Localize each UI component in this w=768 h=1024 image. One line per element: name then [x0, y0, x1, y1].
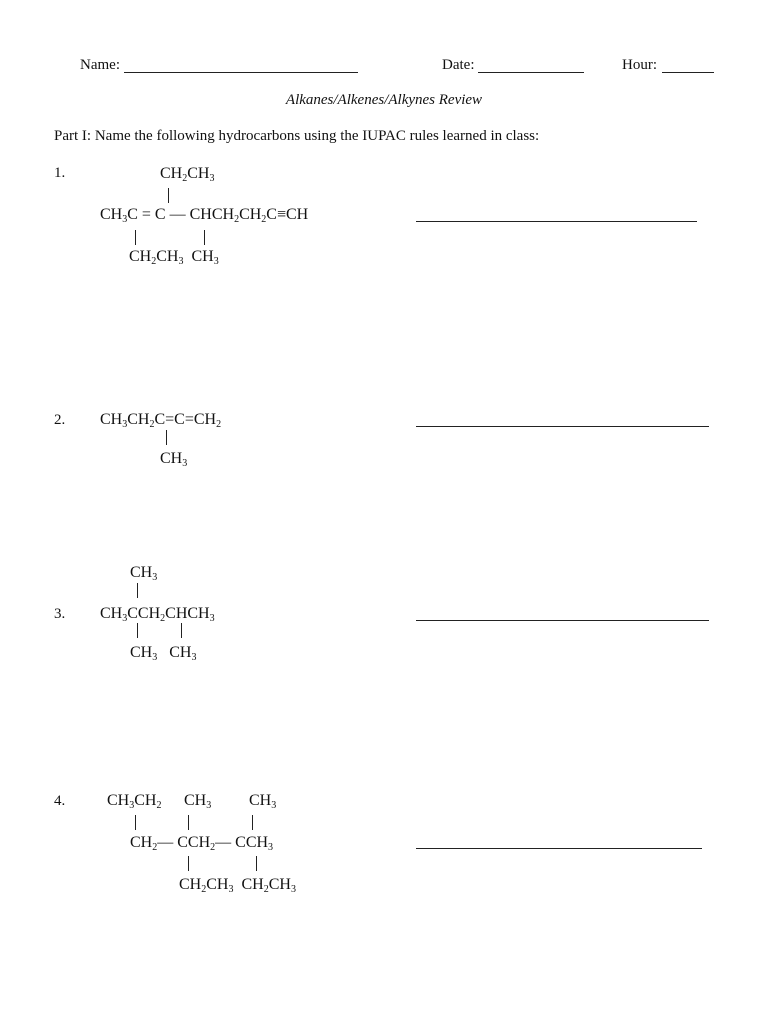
hour-blank[interactable] — [662, 72, 714, 73]
structure-3-bond — [137, 623, 138, 638]
question-number-1: 1. — [54, 165, 66, 181]
structure-4-top-group: $CH_3$ — [249, 792, 277, 811]
question-number-2: 2. — [54, 412, 66, 428]
structure-4-bond — [256, 856, 257, 871]
instructions: Part I: Name the following hydrocarbons using the IUPAC rules learned in class: — [54, 128, 540, 144]
structure-3-top-group: $CH_3$ — [130, 564, 158, 583]
question-number-4: 4. — [54, 793, 66, 809]
answer-blank-2[interactable] — [416, 426, 709, 427]
structure-3-bond — [181, 623, 182, 638]
structure-4-bond — [252, 815, 253, 830]
structure-3-bond — [137, 583, 138, 598]
answer-blank-1[interactable] — [416, 221, 697, 222]
structure-2-bottom-group: $CH_3$ — [160, 450, 188, 469]
page-title: Alkanes/Alkenes/Alkynes Review — [285, 92, 483, 108]
structure-4-bond — [188, 815, 189, 830]
date-label: Date: — [442, 57, 475, 73]
structure-1-bond — [204, 230, 205, 245]
structure-2-main-chain: $CH_3CH_2C=C=CH_2$ — [100, 411, 222, 430]
structure-4-bottom-groups: $CH_2CH_3$ $CH_2CH_3$ — [179, 876, 296, 895]
name-blank[interactable] — [124, 72, 358, 73]
structure-1-bond — [168, 188, 169, 203]
date-blank[interactable] — [478, 72, 584, 73]
answer-blank-3[interactable] — [416, 620, 709, 621]
structure-1-bond — [135, 230, 136, 245]
structure-1-bottom-groups: $CH_2CH_3$ $CH_3$ — [129, 248, 219, 267]
structure-1-main-chain: $CH_3C = C$ — $CHCH_2CH_2C\equiv CH$ — [100, 206, 309, 225]
structure-4-top-group: $CH_3CH_2$ — [107, 792, 162, 811]
answer-blank-4[interactable] — [416, 848, 702, 849]
name-label: Name: — [80, 57, 120, 73]
hour-label: Hour: — [622, 57, 657, 73]
structure-3-bottom-groups: $CH_3$ $CH_3$ — [130, 644, 197, 663]
structure-4-bond — [188, 856, 189, 871]
question-number-3: 3. — [54, 606, 66, 622]
structure-4-bond — [135, 815, 136, 830]
structure-4-main-chain: $CH_2—$ $CCH_2—$ $CCH_3$ — [130, 834, 274, 853]
structure-4-top-group: $CH_3$ — [184, 792, 212, 811]
structure-2-bond — [166, 430, 167, 445]
structure-3-main-chain: $CH_3CCH_2CHCH_3$ — [100, 605, 215, 624]
structure-1-top-group: $CH_2CH_3$ — [160, 165, 215, 184]
